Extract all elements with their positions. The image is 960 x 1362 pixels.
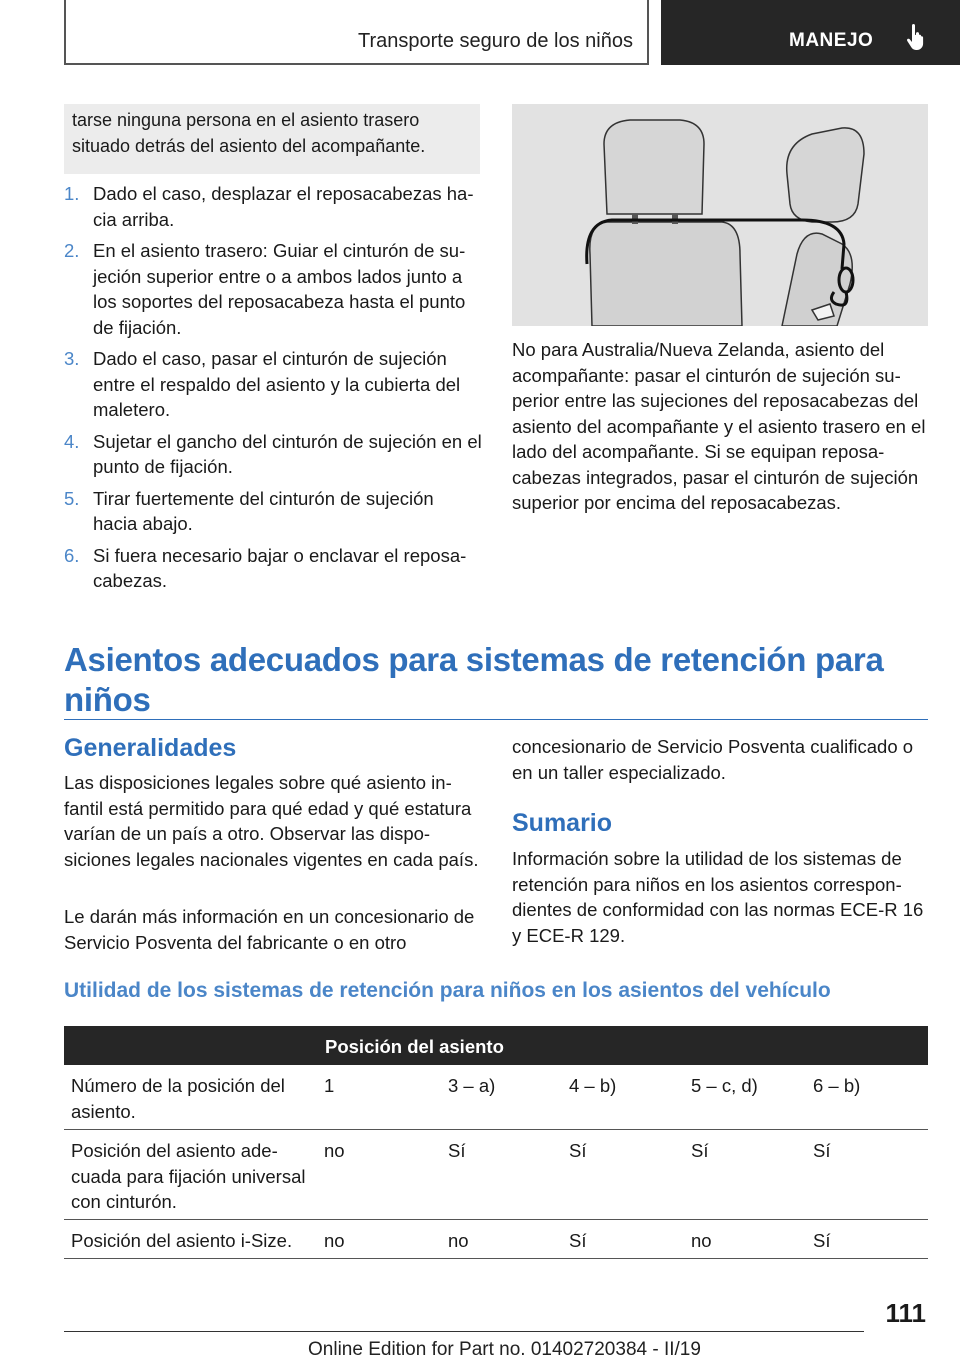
step-number: 2. [64,240,80,261]
step-item [64,346,482,423]
step-number: 4. [64,430,80,452]
step-text: Sujetar el gancho del cinturón de sujeción en el punto de fijación. [93,430,482,477]
table-cell: 4 – b) [569,1075,617,1096]
step-item [64,181,482,232]
hand-pointer-icon [905,24,927,50]
section-heading: Asientos adecuados para sistemas de retención para niños [64,641,884,718]
step-item [64,486,482,537]
table-cell: 6 – b) [813,1075,861,1096]
table-row [64,1065,928,1130]
table-cell: 3 – a) [448,1075,496,1096]
table-cell: Sí [569,1140,587,1161]
table-cell: Sí [813,1230,831,1251]
table-cell: no [324,1140,345,1161]
figure-caption: No para Australia/Nueva Zelanda, asiento del acompañante: pasar el cinturón de sujeción superior entre las sujeciones del reposacabezas del asiento del acompañante y el asiento trasero en el lado del acompañante. Si se equipan reposacabezas integrados, pasar el cinturón de sujeción superior por encima del reposacabezas. [512,339,926,513]
step-number: 5. [64,487,80,509]
step-list [64,181,482,600]
page-number: 111 [885,1298,926,1328]
row-label: Posición del asiento i-Size. [71,1230,293,1251]
headrest-tether-illustration [512,104,928,326]
generalidades-paragraph-2: Le darán más información en un concesionario de Servicio Posventa del fabricante o en otro [64,906,475,953]
step-item [64,543,482,594]
step-text: Dado el caso, desplazar el reposacabezas hacia arriba. [93,183,474,230]
row-label: Número de la posición del asiento. [71,1075,285,1122]
generalidades-paragraph-2-continued: concesionario de Servicio Posventa cualificado o en un taller especializado. [512,736,914,783]
step-text: Dado el caso, pasar el cinturón de sujeción entre el respaldo del asiento y la cubierta del maletero. [93,348,461,420]
step-text: Tirar fuertemente del cinturón de sujeción hacia abajo. [93,487,434,534]
table-cell: no [691,1230,712,1251]
table-row [64,1220,928,1259]
notice-box: tarse ninguna persona en el asiento trasero situado detrás del asiento del acompañante. [64,104,480,174]
table-cell: Sí [813,1140,831,1161]
table-cell: 5 – c, d) [691,1075,758,1096]
sumario-paragraph: Información sobre la utilidad de los sistemas de retención para niños en los asientos correspondientes de conformidad con las normas ECE-R 16 y ECE-R 129. [512,848,924,946]
row-label: Posición del asiento adecuada para fijación universal con cinturón. [71,1140,306,1212]
chapter-label: MANEJO [789,30,874,51]
table-header-label: Posición del asiento [325,1036,504,1057]
table-cell: no [448,1230,469,1251]
table-cell: Sí [448,1140,466,1161]
sumario-heading: Sumario [512,809,613,837]
generalidades-heading: Generalidades [64,734,237,762]
step-item [64,429,482,480]
table-cell: 1 [324,1075,335,1096]
table-header-row [64,1026,928,1065]
generalidades-paragraph-1: Las disposiciones legales sobre qué asiento infantil está permitido para qué edad y qué estatura varían de un país a otro. Observar las disposiciones legales nacionales vigentes en cada país. [64,772,479,870]
table-row [64,1130,928,1220]
footer-divider [64,1331,864,1332]
step-item [64,238,482,340]
step-text: Si fuera necesario bajar o enclavar el reposacabezas. [93,544,467,591]
section-title: Transporte seguro de los niños [358,30,633,52]
edition-footer: Online Edition for Part no. 01402720384 - II/19 [308,1339,701,1360]
section-divider [64,719,928,720]
table-cell: no [324,1230,345,1251]
table-heading: Utilidad de los sistemas de retención para niños en los asientos del vehículo [64,979,831,1002]
table-cell: Sí [691,1140,709,1161]
table-cell: Sí [569,1230,587,1251]
step-number: 1. [64,183,80,204]
step-number: 3. [64,348,80,369]
step-text: En el asiento trasero: Guiar el cinturón de sujeción superior entre o a ambos lados junto a los soportes del reposacabeza hasta el punto de fijación. [93,240,466,338]
step-number: 6. [64,544,80,566]
header-section-tab [64,0,649,65]
header-chapter-tab [661,0,960,65]
